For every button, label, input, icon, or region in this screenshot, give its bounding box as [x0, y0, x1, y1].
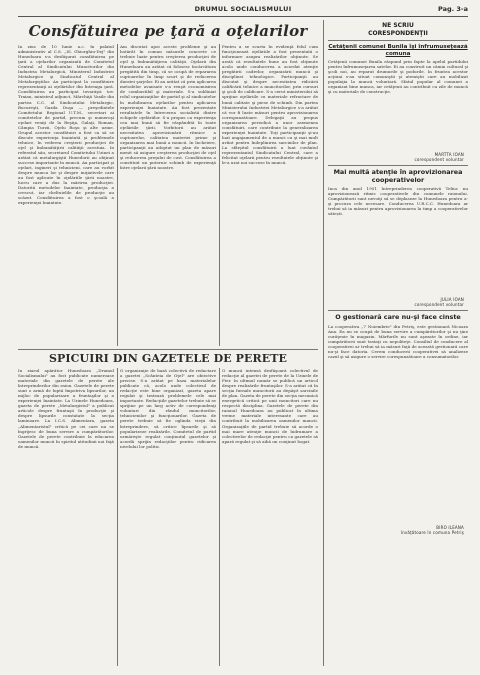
story-3-title: O gestionară care nu-şi face cinste [335, 313, 461, 322]
story-1-signature: MARTTA IOAN [434, 152, 464, 158]
article-1-text-3: Pentru a se scurta în evidenţă felul cum funcţionează oţelăriile a fost prezentată o informare asupra realizărilor obţinute. Se arată că rezultatele bune au fost obţinute acolo unde conducerea a acordat atenţie pregătirii cadrelor, organizării muncii şi disciplinei tehnologice. Participanţii au discutat şi despre necesitatea ridicării calificării tehnice a muncitorilor, prin cursuri şi şcoli de calificare. S-a cerut ministerului să sprijine oţelăriile cu materiale refractare de bună calitate şi piese de schimb. Din partea Ministerului Industriei Metalurgice s-a arătat că vor fi luate măsuri pentru aprovizionarea corespunzătoare. Delegaţii au propus organizarea periodică a unor asemenea consfătuiri, care contribuie la generalizarea experienţei înaintate. Toţi participanţii şi-au luat angajamentul de a munci cu şi mai mult avânt pentru îndeplinirea sarcinilor de plan. La sfârşitul consfătuirii a luat cuvântul reprezentantul Sindicatului Central, care a felicitat oţelarii pentru rezultatele obţinute şi le-a urat noi succese în muncă. [222, 44, 318, 166]
story-3-text: La cooperativa „7 Noiembrie" din Petriş, este gestionară Nicoara Ana. Ea nu se ocupă de buna servire a cumpărătorilor şi nu ţine curăţenie în magazin. Mărfurile nu sunt aşezate în ordine, iar cumpărătorii sunt trataţi cu nepoliteţe. Consiliul de conducere al cooperativei ar trebui să ia măsuri faţă de această gestionară care nu-şi face datoria. Cerem conducerii cooperativei să analizeze cazul şi să asigure o servire corespunzătoare a consumatorilor. [328, 323, 468, 359]
sidebar-correspondents [328, 22, 468, 666]
article-2-text-1: In ziarul apărător Hunedoara „Drumul Socialismului" au fost publicate numeroase materiale din gazetele de perete ale întreprinderilor din raion. Gazetele de perete sunt o armă de luptă împotriva lipsurilor, un mijloc de popularizare a fruntaşilor şi a experienţei înaintate. La Uzinele Hunedoara, gazeta de perete „Metalurgistul" a publicat articole despre fruntaşii în producţie şi despre lipsurile constatate la secţia laminoare. La I.C.S. Alimentara, gazeta „Alimentaristul" critică pe cei care nu se îngrijesc de buna servire a cumpărătorilor. Gazetele de perete contribuie la educarea oamenilor muncii în spiritul atitudinii noi faţă de muncă. [18, 368, 114, 449]
article-2-text-2: O organizaţie de bază colectivă de redactare a gazetei „Scânteia de Oţel" are obiective precise. S-a arătat pe baza materialelor publicate că, acolo unde colectivul de redacţie este bine organizat, gazeta apare regulat şi tratează problemele cele mai importante. Redacţiile gazetelor trebuie să se sprijine pe un larg activ de corespondenţi voluntari din rândul muncitorilor, tehnicienilor şi funcţionarilor. Gazeta de perete trebuie să fie oglinda vieţii din întreprindere, să critice lipsurile şi să popularizeze realizările. Comitetul de partid urmăreşte regulat conţinutul gazetelor şi acordă sprijin redacţiilor pentru ridicarea nivelului lor politic. [120, 368, 216, 449]
story-2-text: Inca din anul 1951 întreprinderea cooperativă Teliuc nu aprovizionează ritmic cooperativele din comunele raionului. Cumpărătorii sunt nevoiţi să se deplaseze la Hunedoara pentru a-şi procura cele necesare. Conducerea U.R.C.C. Hunedoara ar trebui să ia măsuri pentru aprovizionarea la timp a cooperativelor sătești. [328, 186, 468, 217]
section-divider [18, 349, 318, 350]
column-divider [117, 44, 118, 346]
article-1-column-3 [222, 44, 318, 346]
article-2-headline: SPICUIRI DIN GAZETELE DE PERETE [48, 352, 287, 365]
story-2-title: Mai multă atenţie în aprovizionarea cooperativelor [333, 168, 463, 184]
sidebar-header-line-2: CORESPONDENŢII [368, 29, 428, 37]
column-divider [117, 368, 118, 666]
sidebar-header-line-1: NE SCRIU [382, 22, 414, 29]
story-1-title: Cetăţenii comunei Bunila îşi înfrumuseţează comuna [328, 44, 468, 57]
story-2-role: corespondent voluntar [414, 302, 464, 308]
article-2-column-3 [222, 368, 318, 666]
sidebar-rule [328, 310, 468, 311]
page-number: Pag. 3-a [438, 5, 468, 13]
article-1-column-2 [120, 44, 216, 346]
story-3-signature: BIRO ILEANA [436, 524, 464, 530]
masthead [18, 4, 468, 17]
sidebar-divider [323, 20, 324, 666]
newspaper-name: DRUMUL SOCIALISMULUI [194, 5, 292, 13]
article-1-headline: Consfătuirea pe ţară a oţelarilor [28, 22, 308, 40]
article-1-text-1: In zius de 10 lunie a.c. în palatul administrativ al C.S. „IS. Ghiorghiu-Dej" din Hunedoara s-a desfăşurat consfătuirea pe ţară a oţelarilor organizată de Comitetul Central al Sindicatului Muncitorilor din Industria Metalurgică, Ministerul Industriei Metalurgice şi Sindicatul Central al Metalurgiştilor. Au participat la consfătuire reprezentanţi ai oţelăriilor din întreaga ţară. Consfătuirea au participat tovarăşii: tov. Traian, ministrul adjunct, Mărchiţă Vasile din partea C.C. al Sindicatului Metalurgic, Bucureşti, Gazda Duşa — preşedintele Comitetului Regional U.T.M., secretari ai comitetelor de partid, precum şi numeroşi oţelari veniţi de la Reşiţa, Galaţi, Roman, Câmpia Turzii, Oţelu Roşu şi alte uzine. Grupul acestor consfătuiri a fost ca să se discute experienţa înaintată şi problemele tehnice, în vederea creşterii producţiei de oţel şi îmbunătăţirii calităţii acestuia. In referatul său, secretarul Comitetului Uzinei a arătat că metalurgiştii Hunedorii au obţinut succese importante în muncă. Au participat şi oţelari, ingineri şi tehnicieni, care au vorbit despre munca lor şi despre iniţiativele care au fost aplicate în oţelăriile ţării noastre, lucru care a dus la mărirea producţiei. Datorită metodelor înaintate, producţia a crescut, iar cheltuielile de producţie au scăzut. Consfătuirea a fost o şcoală a experienţei înaintate. [18, 44, 114, 206]
story-3-role: învăţătoare în comuna Petriş [400, 529, 464, 535]
story-1-role: corespondent voluntar [414, 157, 464, 163]
article-1-column-1 [18, 44, 114, 346]
story-1-text: Cetăţenii comunei Bunila răspund prin fapte la apelul partidului pentru înfrumuseţarea satelor. Ei au construit un cămin cultural şi şcoli noi, au reparat drumurile şi podurile. In fruntea acestor acţiuni s-au situat comuniştii şi utemiştii care au mobilizat populaţia la muncă voluntară. Sfatul popular al comunei a organizat bine munca, iar cetăţenii au contribuit cu zile de muncă şi cu materiale de construcţie. [328, 59, 468, 95]
sidebar-rule [328, 165, 468, 166]
column-divider [219, 44, 220, 346]
story-2-signature: JULIA IOAN [440, 297, 464, 303]
article-1-text-2: Am discutat apoi aceste probleme şi au hotărât în comun măsurile concrete ce trebuie luate pentru creşterea producţiei de oţel şi îmbunătăţirea calităţii. Oţelarii din Hunedoara au arătat că folosesc încărcătura pregătită din timp, că se ocupă de repararea cuptoarelor în timp scurt şi de reducerea duratei şarjelor. Ei au arătat că prin aplicarea metodelor avansate s-a reuşit economisirea de combustibil şi materiale. S-a subliniat rolul organizaţiilor de partid şi al sindicatelor în mobilizarea oţelarilor pentru aplicarea experienţei înaintate. Au fost prezentate rezultatele în întrecerea socialistă dintre echipele oţelăriilor. S-a propus ca experienţa cea mai bună să fie răspândită în toate oţelăriile ţării. Vorbitorii au arătat necesitatea aprovizionării ritmice a cuptoarelor, calitatea materiei prime şi organizarea mai bună a muncii. In încheiere, participanţii au adoptat un plan de măsuri menit să asigure creşterea producţiei de oţel şi reducerea preţului de cost. Consfătuirea a constituit un puternic schimb de experienţă între oţelarii ţării noastre. [120, 44, 216, 171]
article-2-column-2 [120, 368, 216, 666]
sidebar-rule [328, 40, 468, 41]
article-2-column-1 [18, 368, 114, 666]
article-2-text-3: O muncă intensă desfăşoară colectivul de redacţie al gazetei de perete de la Uzinele de Fier. In ultimul număr se publică un articol despre realizările fruntaşilor. S-a arătat că în secţia furnale muncitorii au depăşit sarcinile de plan. Gazeta de perete din secţia mecanică energetică critică pe unii muncitori care nu respectă disciplina. Gazetele de perete din raionul Hunedoara au publicat în ultima vreme materiale interesante care au contribuit la mobilizarea oamenilor muncii. Organizaţiile de partid trebuie să acorde o mai mare atenţie muncii de îndrumare a colectivelor de redacţie pentru ca gazetele să apară regulat şi să aibă un conţinut bogat. [222, 368, 318, 444]
column-divider [219, 368, 220, 666]
